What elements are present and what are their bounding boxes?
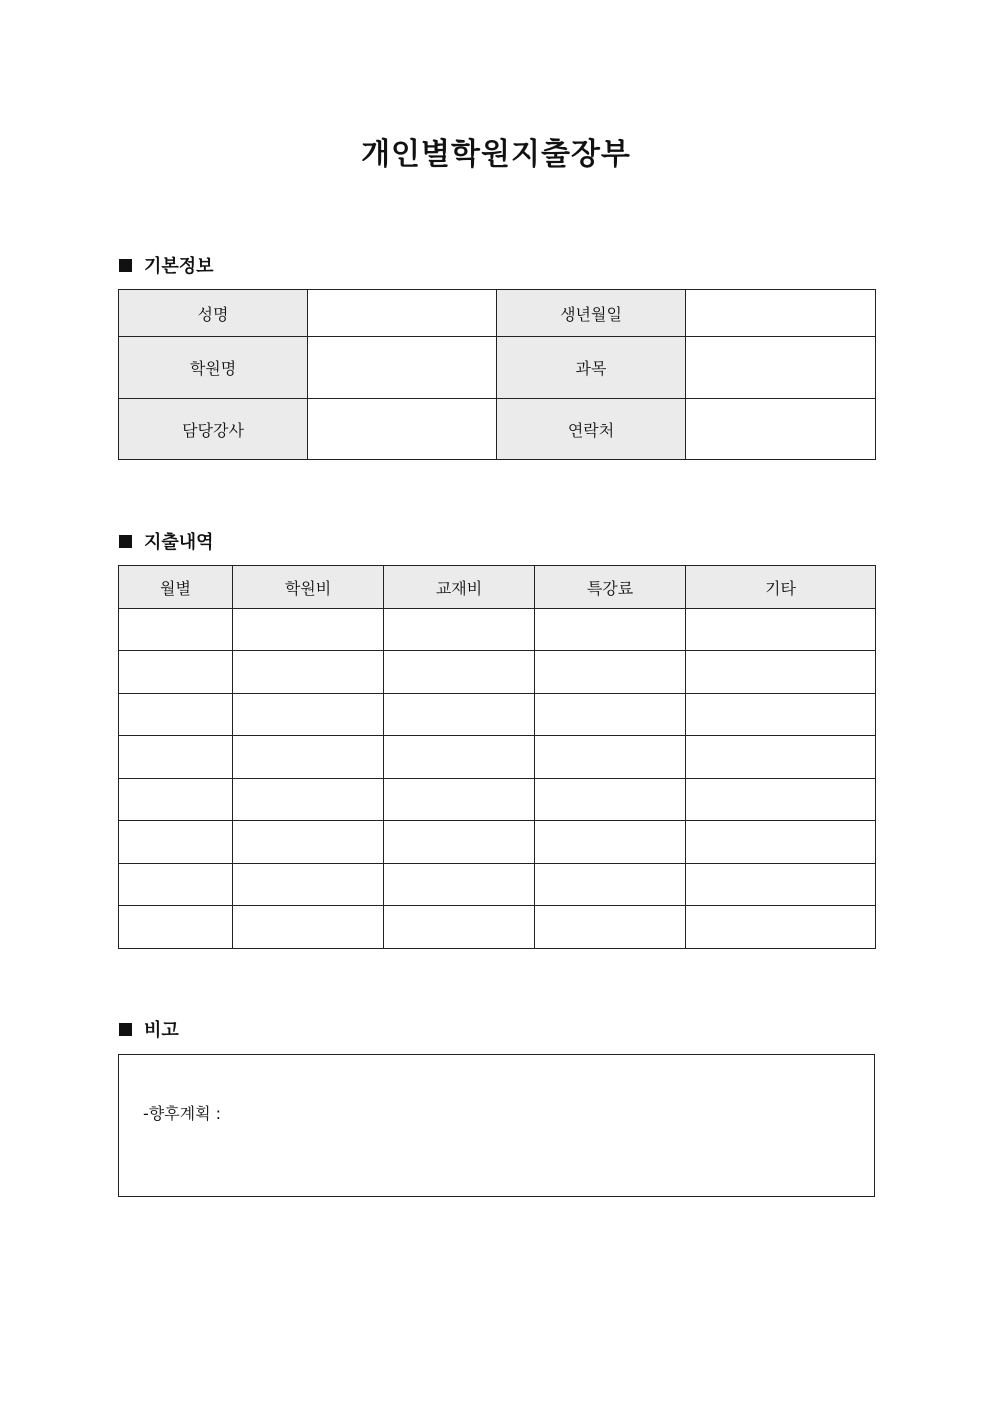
basic-info-table	[118, 289, 876, 460]
column-header-textbook: 교재비	[384, 566, 535, 609]
birthdate-label: 생년월일	[497, 290, 686, 337]
table-cell[interactable]	[233, 779, 384, 821]
table-cell[interactable]	[119, 864, 233, 906]
table-cell[interactable]	[384, 821, 535, 864]
table-cell[interactable]	[686, 651, 876, 694]
table-cell[interactable]	[119, 779, 233, 821]
contact-label: 연락처	[497, 399, 686, 460]
square-bullet-icon	[119, 1023, 132, 1036]
expenses-table	[118, 565, 876, 949]
table-row	[119, 337, 876, 399]
table-cell[interactable]	[384, 651, 535, 694]
table-cell[interactable]	[119, 821, 233, 864]
table-cell[interactable]	[233, 609, 384, 651]
square-bullet-icon	[119, 535, 132, 548]
table-cell[interactable]	[686, 736, 876, 779]
square-bullet-icon	[119, 259, 132, 272]
table-cell[interactable]	[535, 821, 686, 864]
table-cell[interactable]	[686, 609, 876, 651]
table-cell[interactable]	[535, 779, 686, 821]
table-cell[interactable]	[119, 651, 233, 694]
table-cell[interactable]	[233, 694, 384, 736]
table-cell[interactable]	[233, 651, 384, 694]
section-heading-basic-info	[119, 252, 214, 278]
remarks-box[interactable]	[118, 1054, 875, 1197]
column-header-month: 월별	[119, 566, 233, 609]
table-cell[interactable]	[384, 906, 535, 949]
academy-name-label: 학원명	[119, 337, 308, 399]
table-cell[interactable]	[686, 906, 876, 949]
table-cell[interactable]	[535, 864, 686, 906]
column-header-special-lecture: 특강료	[535, 566, 686, 609]
academy-name-field[interactable]	[308, 337, 497, 399]
name-field[interactable]	[308, 290, 497, 337]
table-cell[interactable]	[686, 821, 876, 864]
section-heading-expenses	[119, 528, 214, 554]
table-cell[interactable]	[233, 864, 384, 906]
table-cell[interactable]	[119, 609, 233, 651]
column-header-other: 기타	[686, 566, 876, 609]
section-heading-remarks	[119, 1016, 179, 1042]
table-cell[interactable]	[384, 694, 535, 736]
table-cell[interactable]	[535, 609, 686, 651]
table-cell[interactable]	[535, 651, 686, 694]
instructor-label: 담당강사	[119, 399, 308, 460]
table-cell[interactable]	[384, 864, 535, 906]
table-row	[119, 399, 876, 460]
table-cell[interactable]	[384, 609, 535, 651]
section-heading-label: 지출내역	[144, 532, 214, 553]
table-header-row	[119, 566, 876, 609]
table-row	[119, 290, 876, 337]
table-cell[interactable]	[535, 906, 686, 949]
table-cell[interactable]	[233, 821, 384, 864]
table-row	[119, 779, 876, 821]
table-cell[interactable]	[535, 736, 686, 779]
table-cell[interactable]	[384, 779, 535, 821]
table-row	[119, 736, 876, 779]
table-row	[119, 864, 876, 906]
table-cell[interactable]	[233, 906, 384, 949]
contact-field[interactable]	[686, 399, 876, 460]
table-row	[119, 821, 876, 864]
table-cell[interactable]	[119, 694, 233, 736]
future-plan-label: -향후계획 :	[143, 1104, 222, 1123]
birthdate-field[interactable]	[686, 290, 876, 337]
instructor-field[interactable]	[308, 399, 497, 460]
table-cell[interactable]	[119, 906, 233, 949]
subject-field[interactable]	[686, 337, 876, 399]
table-cell[interactable]	[535, 694, 686, 736]
column-header-tuition: 학원비	[233, 566, 384, 609]
subject-label: 과목	[497, 337, 686, 399]
table-cell[interactable]	[233, 736, 384, 779]
table-row	[119, 609, 876, 651]
name-label: 성명	[119, 290, 308, 337]
table-cell[interactable]	[119, 736, 233, 779]
table-row	[119, 651, 876, 694]
table-cell[interactable]	[686, 779, 876, 821]
table-row	[119, 906, 876, 949]
section-heading-label: 기본정보	[144, 256, 214, 277]
section-heading-label: 비고	[144, 1020, 179, 1041]
table-row	[119, 694, 876, 736]
table-cell[interactable]	[384, 736, 535, 779]
page-title: 개인별학원지출장부	[361, 137, 631, 172]
table-cell[interactable]	[686, 864, 876, 906]
table-cell[interactable]	[686, 694, 876, 736]
